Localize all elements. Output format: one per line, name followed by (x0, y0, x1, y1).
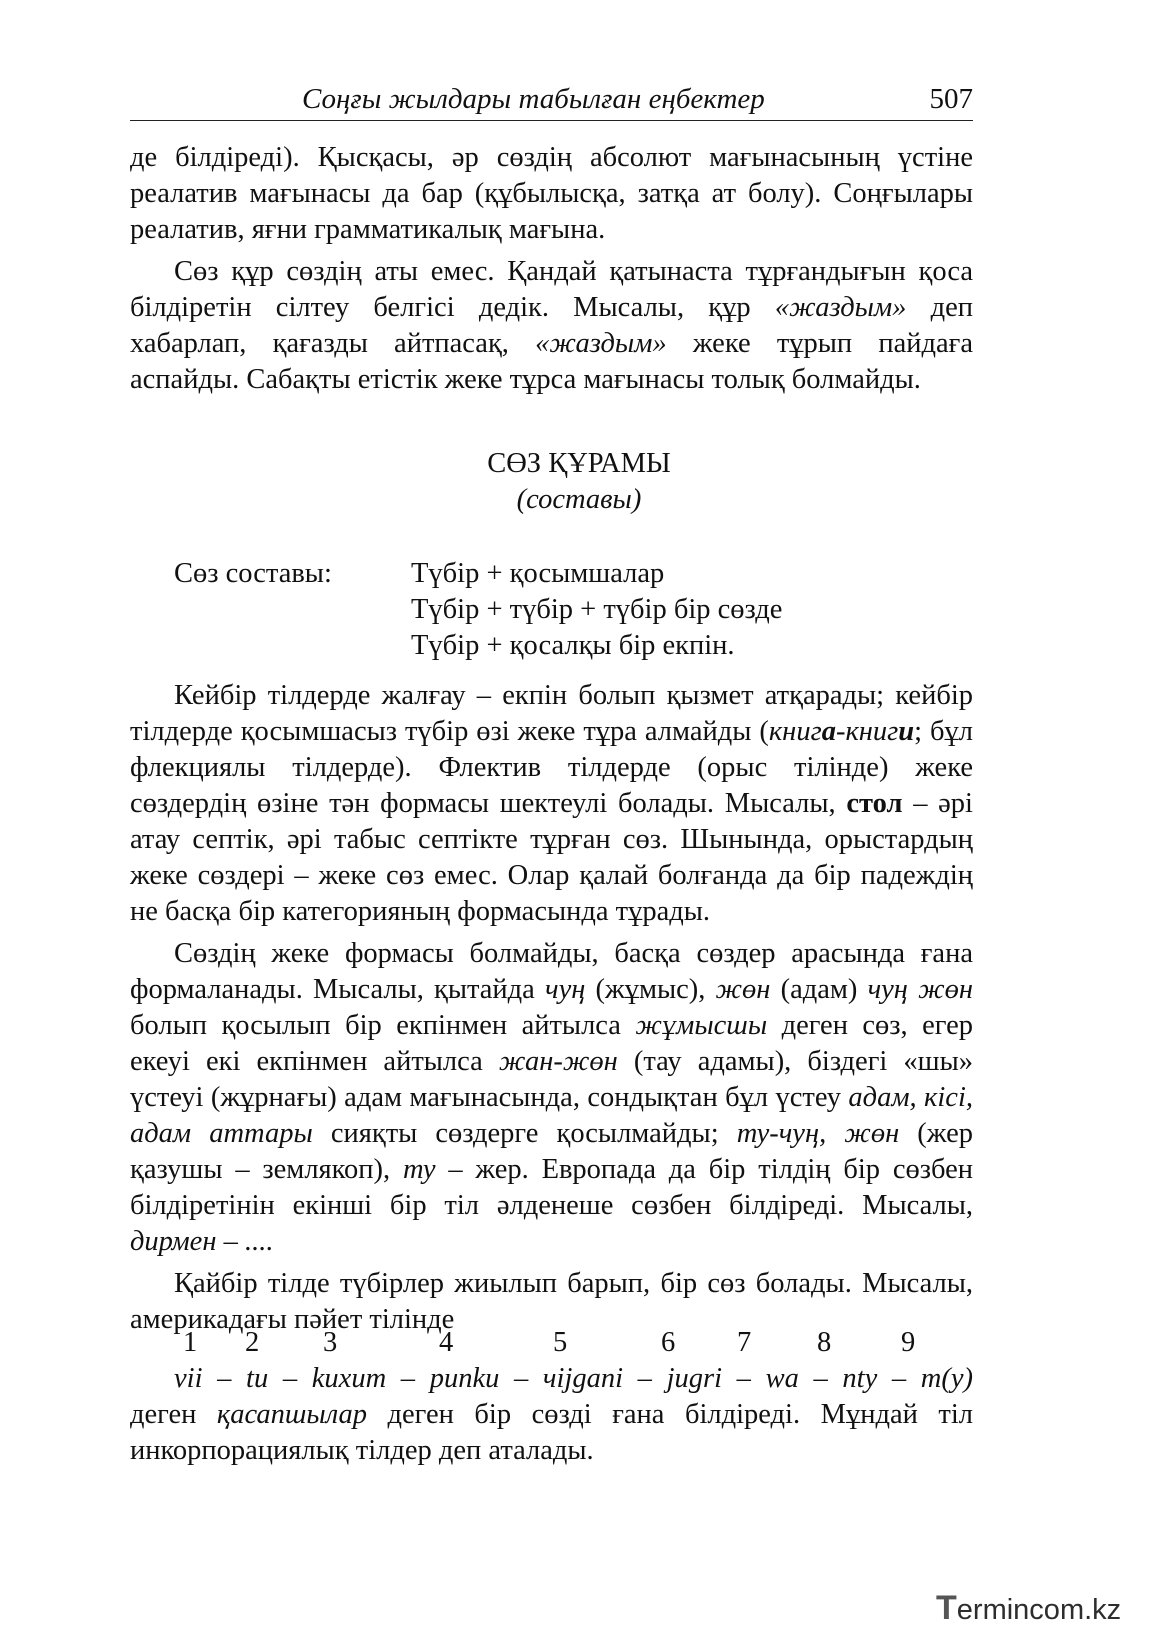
italic-example: ту-чуң, жөн (736, 1118, 900, 1149)
text-run: книг (768, 716, 822, 747)
composition-label: Сөз составы: (174, 558, 332, 589)
morpheme-example-line: vii – tu – kuxum – punku – чijgani – jugri – wa – nty – m(y) (174, 1363, 973, 1394)
text-run: болып қосылып бір екпінмен айтылса (130, 1010, 636, 1041)
text-run: деген (130, 1399, 217, 1430)
text-run: сияқты сөздерге қосылмайды; (312, 1118, 737, 1149)
running-title: Соңғы жылдары табылған еңбектер (302, 83, 765, 115)
morpheme-number: 8 (817, 1327, 832, 1358)
morpheme-number: 9 (901, 1327, 916, 1358)
watermark-letter: o (1043, 1594, 1060, 1626)
body-text-middle (130, 678, 973, 1344)
paragraph-2 (130, 254, 973, 398)
watermark-letter: T (936, 1589, 957, 1627)
italic-example: дирмен – .... (130, 1226, 274, 1257)
text-run: (тау адамы), біздегі «шы» үстеуі (жұрнағы) адам мағынасында, сондықтан бұл үстеу (130, 1046, 973, 1113)
text-run: деген бір сөзді ғана білдіреді. Мұндай тіл инкорпорациялық тілдер деп аталады. (130, 1399, 973, 1466)
section-subtitle: (составы) (516, 484, 642, 515)
italic-example: жөн (715, 974, 771, 1005)
italic-example: адам, кісі, адам аттары (130, 1082, 973, 1149)
text-run: Кейбір тілдерде жалғау – екпін болып қызмет атқарады; кейбір тілдерде қосымшасыз түбір өзі жеке тұра алмайды ( (130, 680, 973, 747)
morpheme-number: 6 (661, 1327, 676, 1358)
text-run: ; бұл флекциялы тілдерде). Флектив тілдерде (орыс тілінде) жеке сөздердің өзіне тән формасы шектеулі болады. Мысалы, (130, 716, 973, 819)
paragraph-4 (130, 936, 973, 1260)
morpheme-number: 7 (737, 1327, 752, 1358)
text-run: – әрі атау септік, әрі табыс септікте тұрған сөз. Шынында, орыстардың жеке сөздері – жеке сөз емес. Олар қалай болғанда да бір падеждің не басқа бір категорияның формасында тұрады. (130, 788, 973, 927)
italic-example (769, 716, 914, 747)
morpheme-number: 2 (245, 1327, 260, 1358)
bold-example: стол (846, 788, 903, 819)
italic-example: чуң жөн (867, 974, 973, 1005)
morpheme-number-row (0, 1325, 1158, 1361)
text-run: Сөз құр сөздің аты емес. Қандай қатынаста тұрғандығын қоса білдіретін сілтеу белгісі дедік. Мысалы, құр (130, 256, 973, 323)
formula-line: Түбір + қосалқы бір екпін. (411, 630, 735, 661)
italic-example: жан-жөн (498, 1046, 618, 1077)
text-run: – жер. Европада да бір тілдің бір сөзбен білдіретінін екінші бір тіл әлденеше сөзбен білдіреді. Мысалы, (130, 1154, 973, 1221)
body-text-bottom (130, 1397, 973, 1469)
formula-line: Түбір + түбір + түбір бір сөзде (411, 594, 783, 625)
watermark-text: m.kz (1059, 1594, 1122, 1626)
italic-example: жұмысшы (635, 1010, 768, 1041)
text-run: жеке тұрып пайдаға аспайды. Сабақты етістік жеке тұрса мағынасы толық болмайды. (130, 328, 974, 395)
italic-example: «жаздым» (535, 328, 667, 359)
page-number: 507 (929, 83, 973, 115)
italic-example: ту (403, 1154, 436, 1185)
text-run: - (835, 716, 846, 747)
paragraph-6 (130, 1397, 973, 1469)
bold-ending: и (898, 716, 915, 747)
formula-line: Түбір + қосымшалар (411, 558, 665, 589)
italic-example: қасапшылар (216, 1399, 367, 1430)
morpheme-number: 4 (439, 1327, 454, 1358)
morpheme-number: 1 (183, 1327, 198, 1358)
bold-ending: а (821, 716, 836, 747)
morpheme-number: 5 (553, 1327, 568, 1358)
paragraph-1: де білдіреді). Қысқасы, әр сөздің абсолют мағынасының үстіне реалатив мағынасы да бар (құбылысқа, затқа ат болу). Соңғылары реалатив, яғни грамматикалық мағына. (130, 142, 973, 245)
text-run: (жер қазушы – землякоп), (130, 1118, 974, 1185)
page-header (130, 78, 973, 121)
text-run: (жұмыс), (585, 974, 716, 1005)
composition-formulas (411, 556, 782, 664)
text-run: Сөздің жеке формасы болмайды, басқа сөздер арасында ғана формаланады. Мысалы, қытайда (130, 938, 973, 1005)
text-run: (адам) (770, 974, 868, 1005)
watermark-text: erminc (956, 1594, 1044, 1626)
section-title: СӨЗ ҚҰРАМЫ (487, 448, 671, 479)
text-run: деп хабарлап, қағазды айтпасақ, (130, 292, 974, 359)
morpheme-number: 3 (323, 1327, 338, 1358)
italic-example: чуң (544, 974, 586, 1005)
termincom-watermark (936, 1590, 1121, 1626)
paragraph-3 (130, 678, 973, 930)
text-run: книг (845, 716, 899, 747)
italic-example: «жаздым» (774, 292, 907, 323)
paragraph-5: Қайбір тілде түбірлер жиылып барып, бір сөз болады. Мысалы, америкадағы пәйет тілінде (130, 1268, 973, 1335)
body-text-top (130, 140, 973, 404)
text-run: деген сөз, егер екеуі екі екпінмен айтылса (130, 1010, 974, 1077)
